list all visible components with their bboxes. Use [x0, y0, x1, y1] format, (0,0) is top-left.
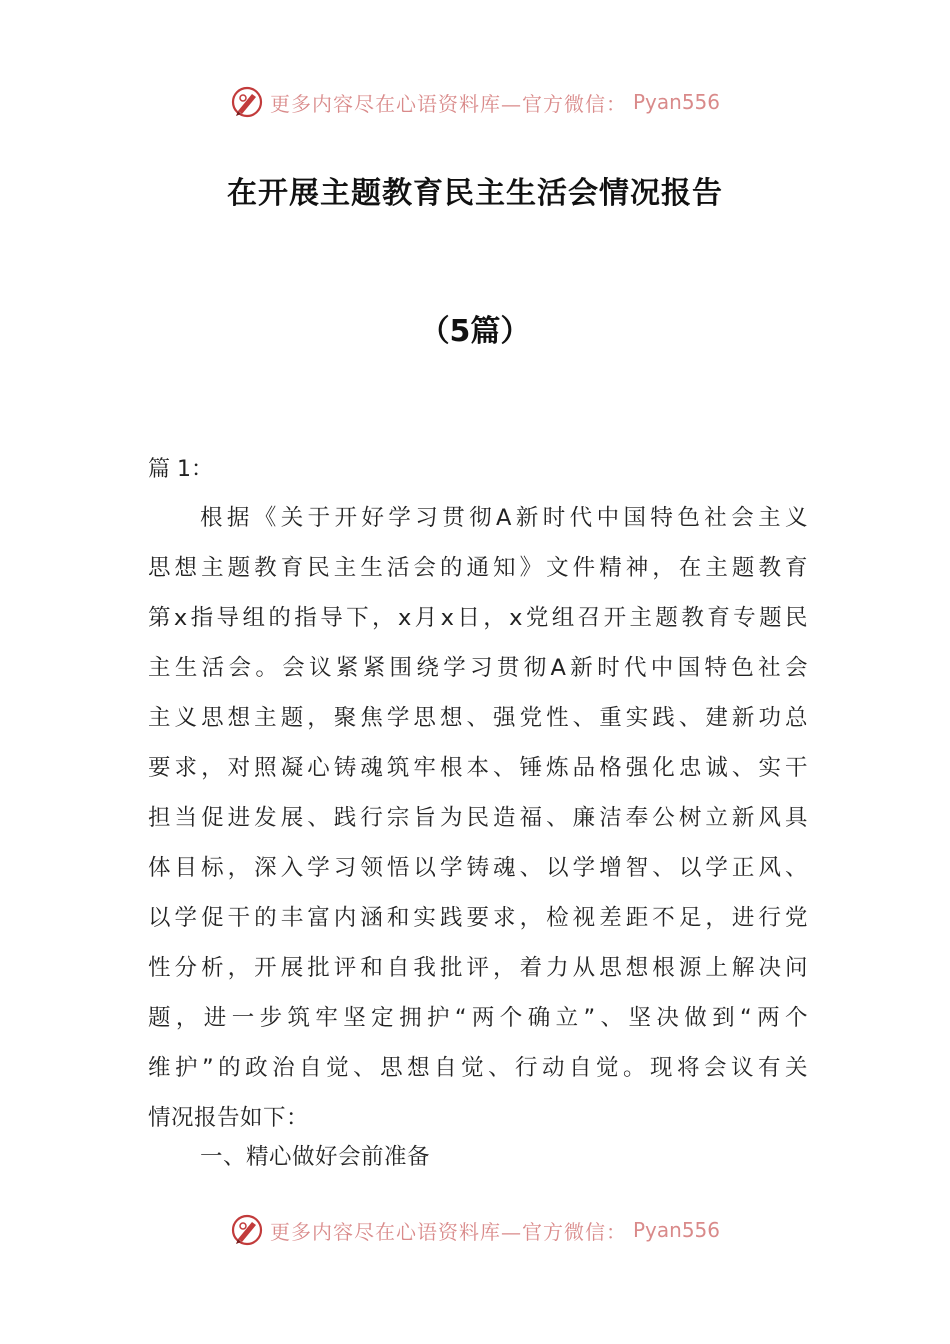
section-heading: 一、精心做好会前准备	[200, 1144, 431, 1170]
paragraph-line: 以学促干的丰富内涵和实践要求，检视差距不足，进行党	[148, 905, 808, 931]
paragraph-line: 担当促进发展、践行宗旨为民造福、廉洁奉公树立新风具	[148, 805, 808, 831]
paragraph-line: 情况报告如下：	[148, 1105, 310, 1131]
watermark-brand: Pyan556	[632, 90, 720, 114]
paragraph-line: 根据《关于开好学习贯彻A新时代中国特色社会主义	[200, 505, 808, 531]
paragraph-line: 体目标，深入学习领悟以学铸魂、以学增智、以学正风、	[148, 855, 808, 881]
watermark-header	[0, 82, 950, 122]
paragraph-line: 性分析，开展批评和自我批评，着力从思想根源上解决问	[148, 955, 808, 981]
paragraph-line: 题，进一步筑牢坚定拥护“两个确立”、坚决做到“两个	[148, 1005, 808, 1031]
document-title: 在开展主题教育民主生活会情况报告	[227, 176, 723, 211]
paragraph-line: 主生活会。会议紧紧围绕学习贯彻A新时代中国特色社会	[148, 655, 808, 681]
watermark-footer	[0, 1210, 950, 1250]
section-label: 篇 1：	[148, 457, 213, 482]
document-subtitle: （5篇）	[419, 314, 531, 349]
paragraph-line: 思想主题教育民主生活会的通知》文件精神，在主题教育	[148, 555, 808, 581]
body-paragraph	[148, 493, 808, 1143]
paragraph-line: 第x指导组的指导下，x月x日，x党组召开主题教育专题民	[148, 605, 808, 631]
paragraph-line: 主义思想主题，聚焦学思想、强党性、重实践、建新功总	[148, 705, 808, 731]
paragraph-line: 维护”的政治自觉、思想自觉、行动自觉。现将会议有关	[148, 1055, 808, 1081]
pen-logo-icon	[230, 85, 264, 119]
watermark-text: 更多内容尽在心语资料库—官方微信：	[269, 1219, 627, 1244]
watermark-brand: Pyan556	[632, 1218, 720, 1242]
watermark-text: 更多内容尽在心语资料库—官方微信：	[269, 91, 627, 116]
paragraph-line: 要求，对照凝心铸魂筑牢根本、锤炼品格强化忠诚、实干	[148, 755, 808, 781]
pen-logo-icon	[230, 1213, 264, 1247]
